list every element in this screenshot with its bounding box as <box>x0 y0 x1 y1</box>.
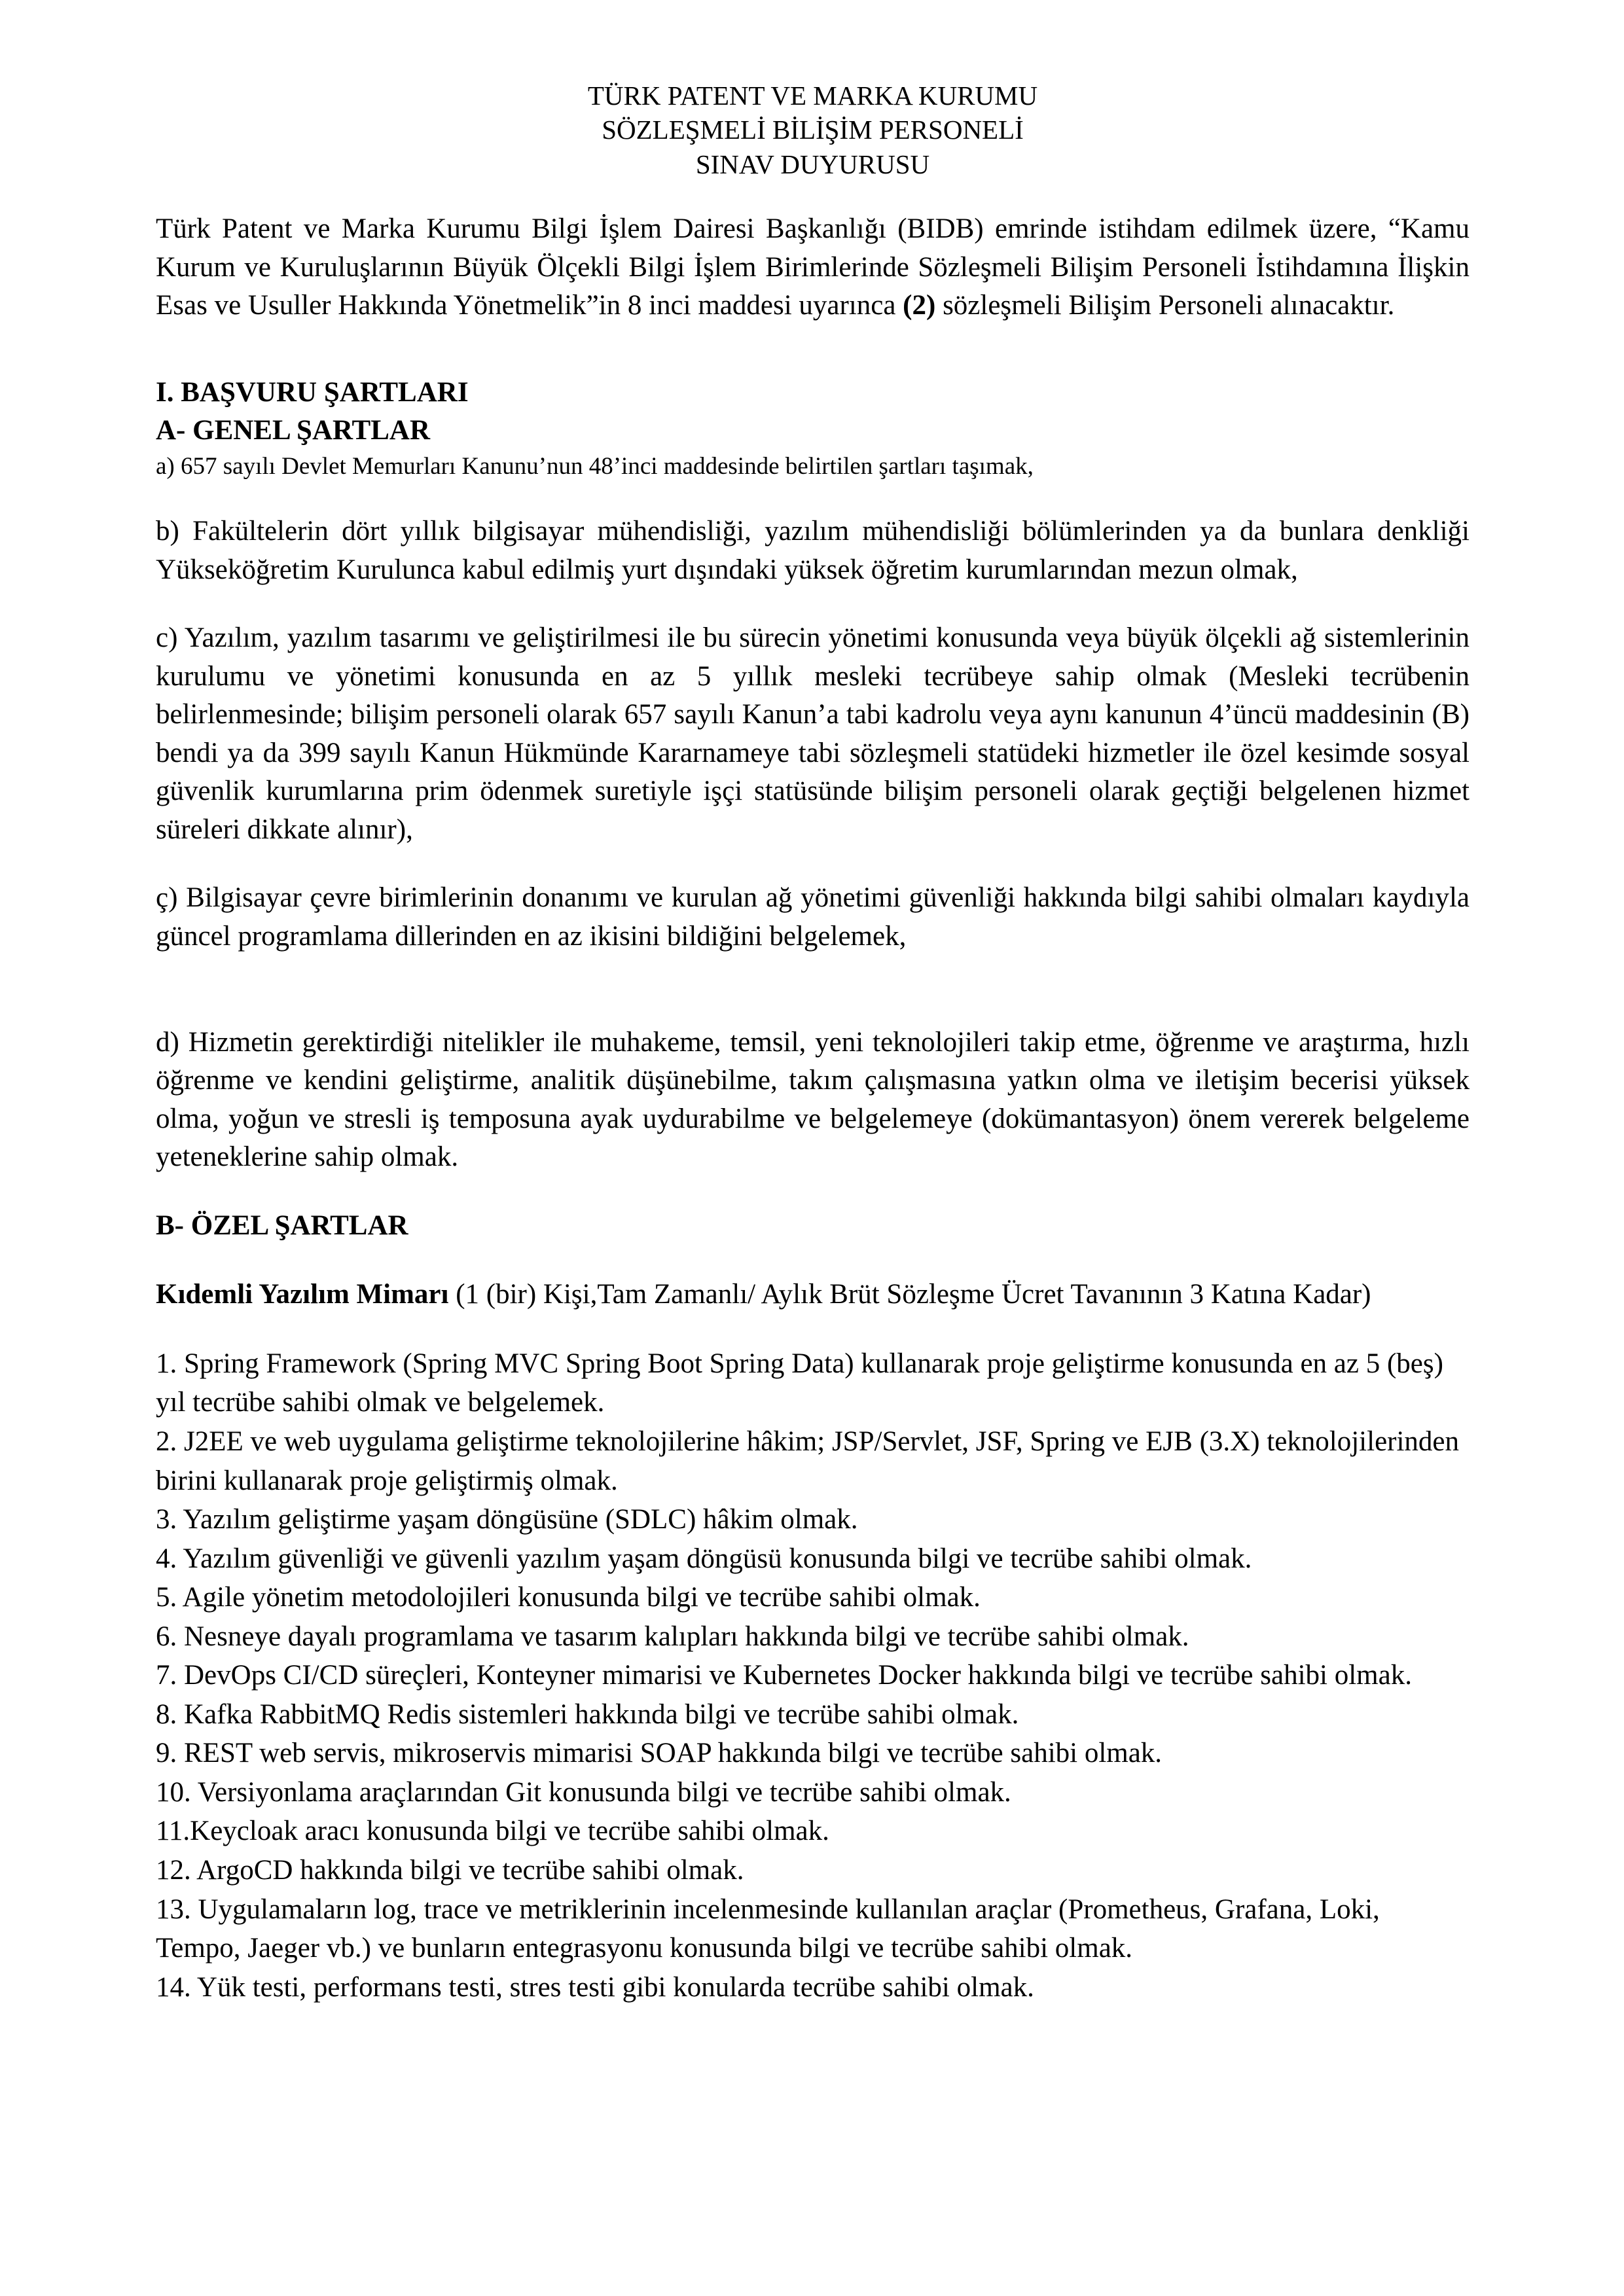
spacer <box>156 1245 1470 1275</box>
requirement-item: 10. Versiyonlama araçlarından Git konusunda bilgi ve tecrübe sahibi olmak. <box>156 1776 1011 1808</box>
intro-text-after: sözleşmeli Bilişim Personeli alınacaktır. <box>935 290 1395 321</box>
position-title-line <box>156 1275 1470 1314</box>
requirement-item: 1. Spring Framework (Spring MVC Spring Boot Spring Data) kullanarak proje geliştirme konusunda en az 5 (beş) yıl tecrübe sahibi olmak ve belgelemek. <box>156 1348 1443 1418</box>
requirement-item: 8. Kafka RabbitMQ Redis sistemleri hakkında bilgi ve tecrübe sahibi olmak. <box>156 1698 1019 1730</box>
requirement-item: 9. REST web servis, mikroservis mimarisi SOAP hakkında bilgi ve tecrübe sahibi olmak. <box>156 1738 1163 1769</box>
general-condition-c-cedilla: ç) Bilgisayar çevre birimlerinin donanımı ve kurulan ağ yönetimi güvenliği hakkında bilgi sahibi olmaları kaydıyla güncel programlama dillerinden en az ikisini bildiğini belgelemek, <box>156 882 1470 952</box>
position-detail: (1 (bir) Kişi,Tam Zamanlı/ Aylık Brüt Sözleşme Ücret Tavanının 3 Katına Kadar) <box>448 1279 1371 1310</box>
personnel-count: (2) <box>903 290 936 321</box>
requirement-item: 11.Keycloak aracı konusunda bilgi ve tecrübe sahibi olmak. <box>156 1816 829 1847</box>
intro-text-before: Türk Patent ve Marka Kurumu Bilgi İşlem Dairesi Başkanlığı (BIDB) emrinde istihdam edilmek üzere, “Kamu Kurum ve Kuruluşlarının Büyük Ölçekli Bilgi İşlem Birimlerinde Sözleşmeli Bilişim Personeli İstihdamına İlişkin Esas ve Usuller Hakkında Yönetmelik”in 8 inci maddesi uyarınca <box>156 213 1470 321</box>
spacer <box>156 849 1470 879</box>
requirement-item: 14. Yük testi, performans testi, stres testi gibi konularda tecrübe sahibi olmak. <box>156 1971 1034 2003</box>
spacer <box>156 1177 1470 1207</box>
requirement-item: 12. ArgoCD hakkında bilgi ve tecrübe sahibi olmak. <box>156 1855 744 1886</box>
requirement-item: 13. Uygulamaların log, trace ve metriklerinin incelenmesinde kullanılan araçlar (Prometheus, Grafana, Loki, Tempo, Jaeger vb.) ve bunların entegrasyonu konusunda bilgi ve tecrübe sahibi olmak. <box>156 1893 1380 1964</box>
spacer <box>156 956 1470 1024</box>
requirement-item: 4. Yazılım güvenliği ve güvenli yazılım yaşam döngüsü konusunda bilgi ve tecrübe sahibi olmak. <box>156 1543 1252 1574</box>
requirement-item: 6. Nesneye dayalı programlama ve tasarım kalıpları hakkında bilgi ve tecrübe sahibi olmak. <box>156 1621 1189 1652</box>
title-line-3: SINAV DUYURUSU <box>695 149 930 179</box>
requirements-list <box>156 1344 1470 2007</box>
general-condition-d: d) Hizmetin gerektirdiği nitelikler ile muhakeme, temsil, yeni teknolojileri takip etme, öğrenme ve araştırma, hızlı öğrenme ve kendini geliştirme, analitik düşünebilme, takım çalışmasına yatkın olma ve iletişim becerisi yüksek olma, yoğun ve stresli iş temposuna ayak uydurabilme ve belgelemeye (dokümantasyon) önem vererek belgeleme yeteneklerine sahip olmak. <box>156 1027 1470 1173</box>
title-line-2: SÖZLEŞMELİ BİLİŞİM PERSONELİ <box>602 115 1024 145</box>
section-b-heading: B- ÖZEL ŞARTLAR <box>156 1210 408 1241</box>
section-a-heading: A- GENEL ŞARTLAR <box>156 415 431 446</box>
intro-paragraph <box>156 210 1470 325</box>
spacer <box>156 325 1470 374</box>
section-i-heading: I. BAŞVURU ŞARTLARI <box>156 376 469 408</box>
requirement-item: 3. Yazılım geliştirme yaşam döngüsüne (SDLC) hâkim olmak. <box>156 1504 858 1535</box>
requirement-item: 7. DevOps CI/CD süreçleri, Konteyner mimarisi ve Kubernetes Docker hakkında bilgi ve tecrübe sahibi olmak. <box>156 1660 1412 1691</box>
page-content <box>156 0 1470 2007</box>
general-condition-a: a) 657 sayılı Devlet Memurları Kanunu’nun 48’inci maddesinde belirtilen şartları taşımak, <box>156 452 1034 480</box>
requirement-item: 5. Agile yönetim metodolojileri konusunda bilgi ve tecrübe sahibi olmak. <box>156 1582 981 1613</box>
document-title-block <box>156 79 1470 181</box>
spacer <box>156 1314 1470 1344</box>
general-condition-b: b) Fakültelerin dört yıllık bilgisayar mühendisliği, yazılım mühendisliği bölümlerinden ya da bunlara denkliği Yükseköğretim Kurulunca kabul edilmiş yurt dışındaki yüksek öğretim kurumlarından mezun olmak, <box>156 516 1470 585</box>
requirement-item: 2. J2EE ve web uygulama geliştirme teknolojilerine hâkim; JSP/Servlet, JSF, Spring ve EJB (3.X) teknolojilerinden birini kullanarak proje geliştirmiş olmak. <box>156 1426 1460 1496</box>
spacer <box>156 482 1470 512</box>
position-title: Kıdemli Yazılım Mimarı <box>156 1279 449 1310</box>
spacer <box>156 589 1470 619</box>
general-condition-c: c) Yazılım, yazılım tasarımı ve geliştirilmesi ile bu sürecin yönetimi konusunda veya büyük ölçekli ağ sistemlerinin kurulumu ve yönetimi konusunda en az 5 yıllık mesleki tecrübeye sahip olmak (Mesleki tecrübenin belirlenmesinde; bilişim personeli olarak 657 sayılı Kanun’a tabi kadrolu veya aynı kanunun 4’üncü maddesinin (B) bendi ya da 399 sayılı Kanun Hükmünde Kararnameye tabi sözleşmeli statüdeki hizmetler ile özel kesimde sosyal güvenlik kurumlarına prim ödenmek suretiyle işçi statüsünde bilişim personeli olarak geçtiği belgelenen hizmet süreleri dikkate alınır), <box>156 622 1470 845</box>
title-line-1: TÜRK PATENT VE MARKA KURUMU <box>587 81 1038 111</box>
